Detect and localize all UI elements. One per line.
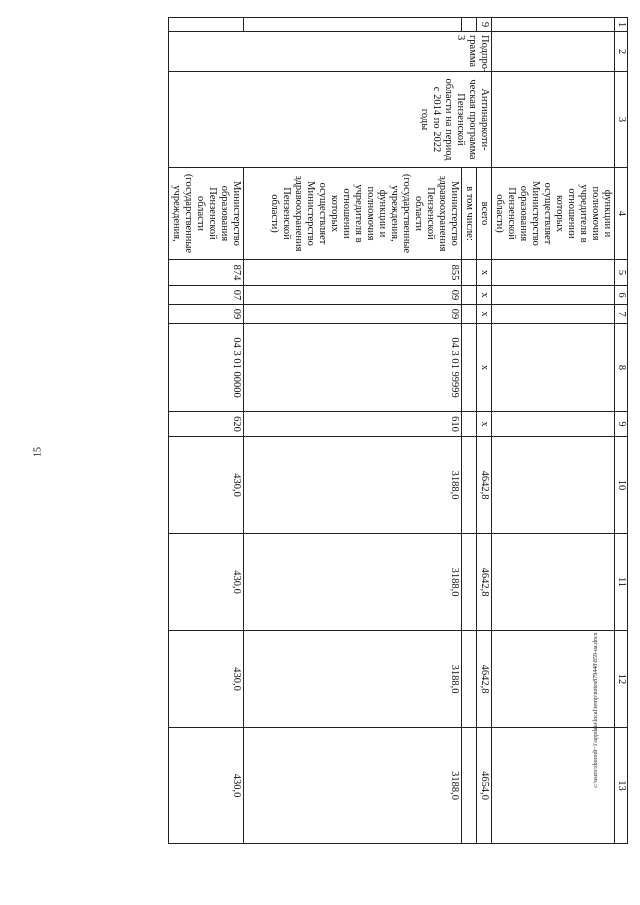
header-col-7: 7 xyxy=(615,305,628,324)
cell-vr: х xyxy=(477,412,492,437)
header-col-3: 3 xyxy=(615,72,628,168)
cell-subprogram: Подпро-грамма 3 xyxy=(169,32,492,72)
cell-value-11: 430,0 xyxy=(169,534,244,631)
cell-pr: 09 xyxy=(244,305,462,324)
cell-vr: 610 xyxy=(244,412,462,437)
cell-value-13: 3188,0 xyxy=(244,728,462,844)
page-number: 15 xyxy=(32,447,44,457)
cell-csr: 04 3 01 99999 xyxy=(244,324,462,412)
budget-table-rotated xyxy=(68,17,628,843)
cell-value-11: 4642,8 xyxy=(477,534,492,631)
cell-continuation-text: функции и полномочия учредителя в отношении которых осуществляет Министерство образования Пензенской области) xyxy=(492,168,615,260)
cell-value-12: 4642,8 xyxy=(477,631,492,728)
cell-grbs: х xyxy=(477,260,492,286)
header-col-1: 1 xyxy=(615,18,628,32)
header-col-11: 11 xyxy=(615,534,628,631)
cell-rz: х xyxy=(477,286,492,305)
cell-value-13: 4654,0 xyxy=(477,728,492,844)
cell-grbs: 855 xyxy=(244,260,462,286)
cell-executor: Министерство здравоохранения Пензенской области (государственные учреждения, функции и полномочия учредителя в отношении которых осуществляет Министерство здравоохранения Пензенской области) xyxy=(244,168,462,260)
cell-including-label: в том числе: xyxy=(462,168,477,260)
cell-executor: Министерство образования Пензенской области (государственные учреждения, xyxy=(169,168,244,260)
header-col-9: 9 xyxy=(615,412,628,437)
cell-value-10: 4642,8 xyxy=(477,437,492,534)
header-col-5: 5 xyxy=(615,260,628,286)
cell-value-12: 3188,0 xyxy=(244,631,462,728)
cell-rz: 09 xyxy=(244,286,462,305)
cell-value-10: 3188,0 xyxy=(244,437,462,534)
cell-executor: всего xyxy=(477,168,492,260)
header-col-8: 8 xyxy=(615,324,628,412)
cell-program-name: Антинаркоти-ческая программа Пензенской области на период с 2014 по 2022 годы xyxy=(169,72,492,168)
cell-grbs: 874 xyxy=(169,260,244,286)
header-col-10: 10 xyxy=(615,437,628,534)
header-col-6: 6 xyxy=(615,286,628,305)
cell-value-12: 430,0 xyxy=(169,631,244,728)
header-col-13: 13 xyxy=(615,728,628,844)
cell-row-number: 9 xyxy=(477,18,492,32)
cell-value-11: 3188,0 xyxy=(244,534,462,631)
header-col-12: 12 xyxy=(615,631,628,728)
header-row xyxy=(615,18,628,844)
budget-table xyxy=(168,17,628,844)
cell-value-13: 430,0 xyxy=(169,728,244,844)
cell-pr: х xyxy=(477,305,492,324)
header-col-4: 4 xyxy=(615,168,628,260)
cell-vr: 620 xyxy=(169,412,244,437)
cell-csr: 04 3 01 00000 xyxy=(169,324,244,412)
header-col-2: 2 xyxy=(615,32,628,72)
cell-value-10: 430,0 xyxy=(169,437,244,534)
cell-csr: х xyxy=(477,324,492,412)
cell-rz: 07 xyxy=(169,286,244,305)
cell-pr: 09 xyxy=(169,305,244,324)
footer-file-path: c:\users\sborodi~1\appdata\local\temp\notes879448\859-ua.docx xyxy=(593,632,599,788)
table-row-total xyxy=(477,18,492,844)
